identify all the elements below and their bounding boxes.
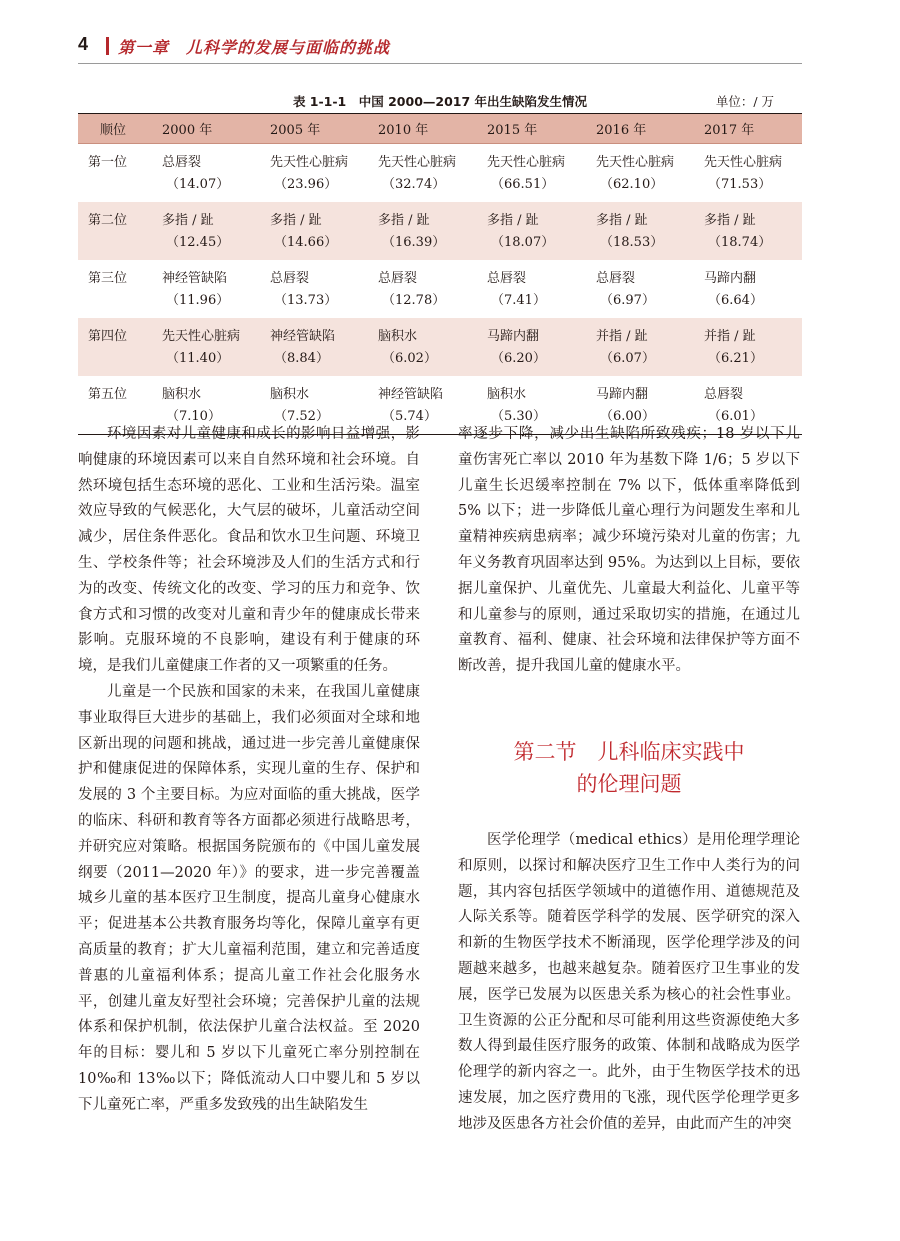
table-cell <box>370 260 479 318</box>
rank-cell: 第五位 <box>78 376 154 435</box>
right-column-bottom <box>458 828 800 1138</box>
table-row <box>78 260 802 318</box>
defect-rate: （5.30） <box>491 409 546 424</box>
table-cell <box>588 318 696 376</box>
table-cell <box>479 318 588 376</box>
defect-name: 先天性心脏病 <box>378 155 457 170</box>
defect-name: 多指 / 趾 <box>596 213 648 228</box>
defect-name: 总唇裂 <box>704 387 744 402</box>
page-number: 4 <box>78 34 89 54</box>
defect-rate: （12.45） <box>166 235 230 250</box>
defect-name: 先天性心脏病 <box>596 155 675 170</box>
section-heading <box>458 736 800 800</box>
body-paragraph: 环境因素对儿童健康和成长的影响日益增强，影响健康的环境因素可以来自自然环境和社会环境。自然环境包括生态环境的恶化、工业和生活污染。温室效应导致的气候恶化，大气层的破坏，儿童活动空间减少，居住条件恶化。食品和饮水卫生问题、环境卫生、学校条件等；社会环境涉及人们的生活方式和行为的改变、传统文化的改变、学习的压力和竞争、饮食方式和习惯的改变对儿童和青少年的健康成长带来影响。克服环境的不良影响，建设有利于健康的环境，是我们儿童健康工作者的又一项繁重的任务。 <box>78 426 420 675</box>
table-unit: 单位：/ 万 <box>715 94 774 109</box>
defect-rate: （6.07） <box>600 351 655 366</box>
table-cell <box>154 202 262 260</box>
column-header: 2017 年 <box>696 114 802 144</box>
defect-name: 多指 / 趾 <box>378 213 430 228</box>
table-cell <box>262 144 370 203</box>
table-cell <box>370 202 479 260</box>
defect-rate: （16.39） <box>382 235 446 250</box>
defect-name: 多指 / 趾 <box>704 213 756 228</box>
defect-name: 神经管缺陷 <box>270 329 336 344</box>
defect-rate: （11.40） <box>166 351 230 366</box>
header-rule <box>78 63 802 64</box>
body-paragraph: 儿童是一个民族和国家的未来，在我国儿童健康事业取得巨大进步的基础上，我们必须面对全球和地区新出现的问题和挑战，通过进一步完善儿童健康保护和健康促进的保障体系，实现儿童的生存、保护和发展的 3 个主要目标。为应对面临的重大挑战，医学的临床、科研和教育等各方面都必须进行战略思考，并研究应对策略。根据国务院颁布的《中国儿童发展纲要（2011—2020 年）》的要求，进一步完善覆盖城乡儿童的基本医疗卫生制度，提高儿童身心健康水平；促进基本公共教育服务均等化，保障儿童享有更高质量的教育；扩大儿童福利范围，建立和完善适度普惠的儿童福利体系；提高儿童工作社会化服务水平，创建儿童友好型社会环境；完善保护儿童的法规体系和保护机制，依法保护儿童合法权益。至 2020 年的目标：婴儿和 5 岁以下儿童死亡率分别控制在 10‰和 13‰以下；降低流动人口中婴儿和 5 岁以下儿童死亡率，严重多发致残的出生缺陷发生 <box>78 683 420 1113</box>
defect-rate: （18.53） <box>600 235 664 250</box>
defect-name: 马蹄内翻 <box>487 329 540 344</box>
defect-rate: （8.84） <box>274 351 329 366</box>
table-header-row <box>78 114 802 144</box>
defect-rate: （6.97） <box>600 293 655 308</box>
defect-rate: （12.78） <box>382 293 446 308</box>
right-column-top <box>458 422 800 680</box>
defect-rate: （7.41） <box>491 293 546 308</box>
defect-rate: （6.21） <box>708 351 763 366</box>
defect-rate: （18.74） <box>708 235 772 250</box>
defect-name: 先天性心脏病 <box>162 329 241 344</box>
defect-rate: （7.52） <box>274 409 329 424</box>
table-cell <box>262 260 370 318</box>
defect-rate: （71.53） <box>708 177 772 192</box>
defect-name: 脑积水 <box>162 387 202 402</box>
defect-rate: （62.10） <box>600 177 664 192</box>
table-caption <box>78 92 802 112</box>
defect-name: 总唇裂 <box>596 271 636 286</box>
defect-name: 神经管缺陷 <box>162 271 228 286</box>
rank-cell: 第二位 <box>78 202 154 260</box>
defect-name: 马蹄内翻 <box>704 271 757 286</box>
table-row <box>78 318 802 376</box>
defect-name: 总唇裂 <box>378 271 418 286</box>
defect-rate: （14.07） <box>166 177 230 192</box>
body-paragraph: 率逐步下降，减少出生缺陷所致残疾；18 岁以下儿童伤害死亡率以 2010 年为基数下降 1/6；5 岁以下儿童生长迟缓率控制在 7% 以下，低体重率降低到 5% 以下；进一步降低儿童心理行为问题发生率和儿童精神疾病患病率；减少环境污染对儿童的伤害；九年义务教育巩固率达到 95%。为达到以上目标，要依据儿童保护、儿童优先、儿童最大利益化、儿童平等和儿童参与的原则，通过采取切实的措施，在通过儿童教育、福利、健康、社会环境和法律保护等方面不断改善，提升我国儿童的健康水平。 <box>458 426 800 675</box>
rank-cell: 第三位 <box>88 271 128 286</box>
defect-name: 脑积水 <box>487 387 527 402</box>
table-cell <box>370 318 479 376</box>
table-title: 表 1-1-1 中国 2000—2017 年出生缺陷发生情况 <box>292 94 588 109</box>
table-cell <box>154 318 262 376</box>
defect-name: 总唇裂 <box>270 271 310 286</box>
body-paragraph: 医学伦理学（medical ethics）是用伦理学理论和原则，以探讨和解决医疗卫生工作中人类行为的问题，其内容包括医学领域中的道德作用、道德规范及人际关系等。随着医学科学的发展、医学研究的深入和新的生物医学技术不断涌现，医学伦理学涉及的问题越来越多，也越来越复杂。随着医疗卫生事业的发展，医学已发展为以医患关系为核心的社会性事业。卫生资源的公正分配和尽可能利用这些资源使绝大多数人得到最佳医疗服务的政策、体制和战略成为医学伦理学的新内容之一。此外，由于生物医学技术的迅速发展，加之医疗费用的飞涨，现代医学伦理学更多地涉及医患各方社会价值的差异，由此而产生的冲突 <box>458 832 800 1132</box>
defect-name: 多指 / 趾 <box>270 213 322 228</box>
defect-name: 并指 / 趾 <box>704 329 756 344</box>
defect-name: 脑积水 <box>378 329 418 344</box>
defect-rate: （18.07） <box>491 235 555 250</box>
defect-rate: （7.10） <box>166 409 221 424</box>
defect-rate: （6.64） <box>708 293 763 308</box>
table-cell <box>262 202 370 260</box>
defect-name: 马蹄内翻 <box>596 387 649 402</box>
section-heading-line: 的伦理问题 <box>576 772 682 796</box>
defect-rate: （14.66） <box>274 235 338 250</box>
header-divider <box>106 37 109 55</box>
table-cell <box>479 144 588 203</box>
left-column <box>78 422 420 1119</box>
defect-rate: （66.51） <box>491 177 555 192</box>
defect-rate: （6.20） <box>491 351 546 366</box>
running-header <box>78 34 802 60</box>
table-cell <box>696 144 802 203</box>
defect-name: 先天性心脏病 <box>487 155 566 170</box>
rank-cell: 第四位 <box>78 318 154 376</box>
table-cell <box>154 144 262 203</box>
column-header: 2015 年 <box>479 114 588 144</box>
column-header: 顺位 <box>78 114 154 144</box>
defect-name: 脑积水 <box>270 387 310 402</box>
column-header: 2000 年 <box>154 114 262 144</box>
defect-rate: （11.96） <box>166 293 230 308</box>
table-cell <box>588 202 696 260</box>
defect-name: 先天性心脏病 <box>270 155 349 170</box>
defect-rate: （32.74） <box>382 177 446 192</box>
defect-rate: （6.00） <box>600 409 655 424</box>
table-cell <box>588 144 696 203</box>
defect-name: 多指 / 趾 <box>162 213 214 228</box>
defect-name: 先天性心脏病 <box>704 155 783 170</box>
defect-name: 并指 / 趾 <box>596 329 648 344</box>
defect-name: 多指 / 趾 <box>487 213 539 228</box>
table-cell <box>370 144 479 203</box>
table-cell <box>479 260 588 318</box>
column-header: 2016 年 <box>588 114 696 144</box>
chapter-title: 第一章 儿科学的发展与面临的挑战 <box>118 38 391 57</box>
table-cell <box>696 260 802 318</box>
table-cell <box>479 202 588 260</box>
defect-rate: （23.96） <box>274 177 338 192</box>
defect-rate: （6.01） <box>708 409 763 424</box>
table-row <box>78 144 802 203</box>
defect-name: 总唇裂 <box>162 155 202 170</box>
defect-rate: （5.74） <box>382 409 437 424</box>
table-cell <box>588 260 696 318</box>
column-header: 2010 年 <box>370 114 479 144</box>
rank-cell: 第一位 <box>88 155 128 170</box>
defect-name: 神经管缺陷 <box>378 387 444 402</box>
birth-defects-table <box>78 113 802 435</box>
defect-rate: （13.73） <box>274 293 338 308</box>
table-cell <box>262 318 370 376</box>
defect-name: 总唇裂 <box>487 271 527 286</box>
column-header: 2005 年 <box>262 114 370 144</box>
table-cell <box>696 318 802 376</box>
table-cell <box>154 260 262 318</box>
section-heading-line: 第二节 儿科临床实践中 <box>513 740 745 764</box>
table-row <box>78 202 802 260</box>
defect-rate: （6.02） <box>382 351 437 366</box>
table-cell <box>696 202 802 260</box>
